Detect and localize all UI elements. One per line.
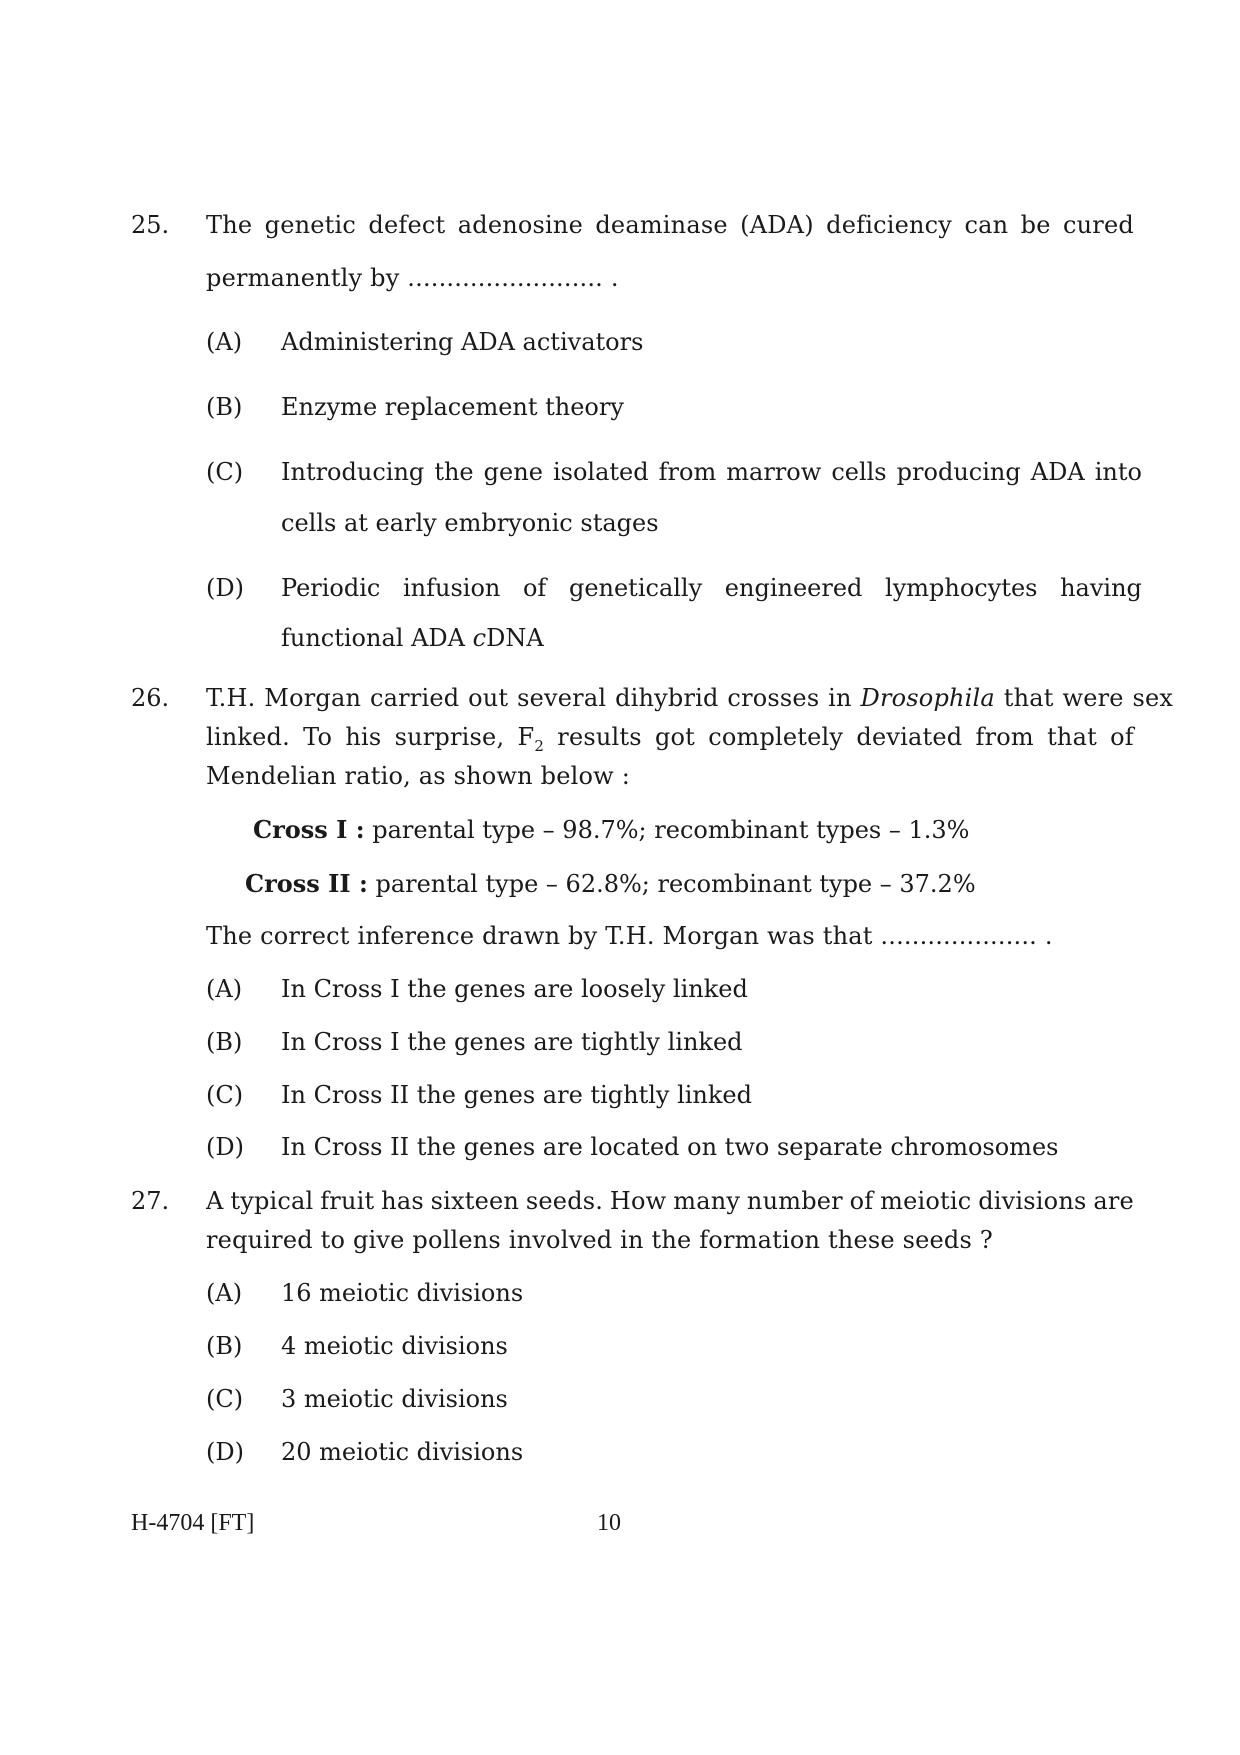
option-label: (C) [206,458,244,486]
option-text: In Cross II the genes are tightly linked [281,1081,752,1109]
option-text: Periodic infusion of genetically engineered lymphocytes having [281,574,1142,602]
option-text: Administering ADA activators [281,328,644,356]
option-text: 20 meiotic divisions [281,1438,524,1466]
question-stem-line: permanently by ......................... . [206,264,619,292]
option-text: 4 meiotic divisions [281,1332,508,1360]
option-text: 16 meiotic divisions [281,1279,524,1307]
question-stem-line: A typical fruit has sixteen seeds. How many number of meiotic divisions are [206,1187,1134,1215]
option-text: In Cross I the genes are tightly linked [281,1028,743,1056]
option-label: (D) [206,574,244,602]
option-label: (A) [206,975,243,1003]
question-number: 26. [131,684,170,712]
option-text: In Cross I the genes are loosely linked [281,975,748,1003]
question-stem-line: required to give pollens involved in the formation these seeds ? [206,1226,993,1254]
option-label: (B) [206,1028,243,1056]
question-stem-line: T.H. Morgan carried out several dihybrid crosses in Drosophila that were sex [206,684,1174,712]
inference-line: The correct inference drawn by T.H. Morgan was that .................... . [206,922,1053,950]
option-label: (C) [206,1385,244,1413]
question-stem-line: The genetic defect adenosine deaminase (ADA) deficiency can be cured [206,211,1134,239]
cross-1-line: Cross I : parental type – 98.7%; recombinant types – 1.3% [253,815,970,844]
question-number: 27. [131,1187,170,1215]
option-text: Enzyme replacement theory [281,393,624,421]
option-label: (A) [206,1279,243,1307]
option-text: Introducing the gene isolated from marrow cells producing ADA into [281,458,1142,486]
option-label: (D) [206,1438,244,1466]
question-stem-line: linked. To his surprise, $F_2$ results got completely deviated from that of [206,723,1134,755]
option-label: (C) [206,1081,244,1109]
option-label: (B) [206,1332,243,1360]
cross-2-line: Cross II : parental type – 62.8%; recombinant type – 37.2% [245,869,976,898]
option-text: In Cross II the genes are located on two separate chromosomes [281,1133,1059,1161]
page-number: 10 [597,1510,621,1536]
question-number: 25. [131,211,170,239]
question-stem-line: Mendelian ratio, as shown below : [206,762,631,790]
option-label: (A) [206,328,243,356]
option-label: (B) [206,393,243,421]
option-text: 3 meiotic divisions [281,1385,508,1413]
option-text: cells at early embryonic stages [281,509,659,537]
option-text: functional ADA cDNA [281,624,544,652]
paper-code: H-4704 [FT] [131,1510,255,1536]
option-label: (D) [206,1133,244,1161]
